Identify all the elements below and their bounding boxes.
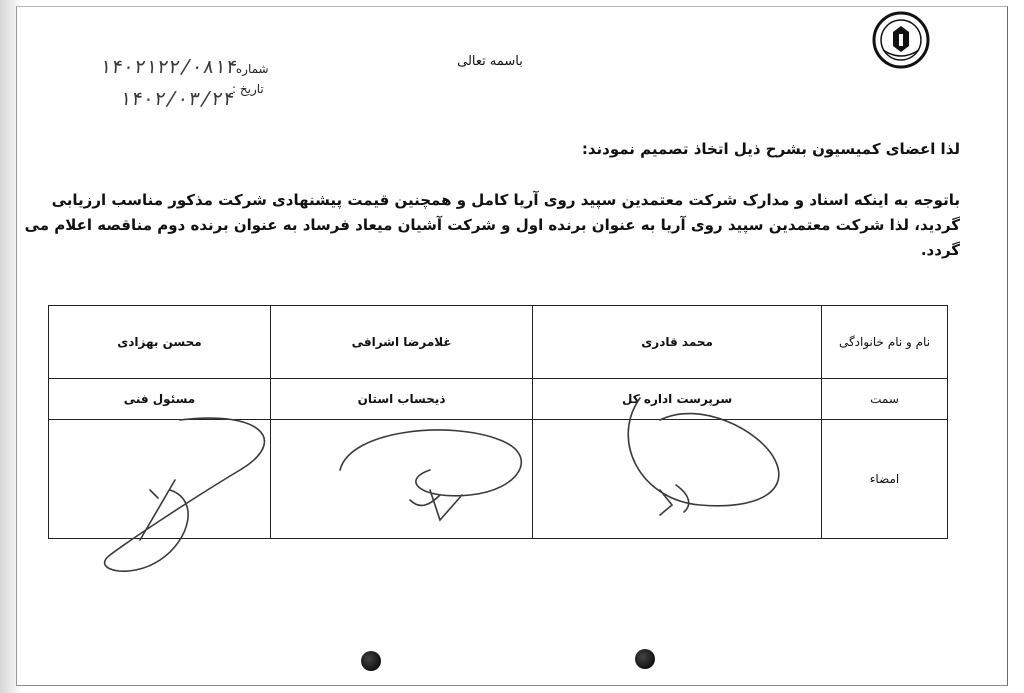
signature-row-label: امضاء [822, 420, 948, 539]
decision-title: لذا اعضای کمیسیون بشرح ذیل اتخاذ تصمیم نمودند: [581, 140, 960, 158]
member-name: غلامرضا اشرافی [270, 306, 532, 379]
member-name: محسن بهزادی [49, 306, 271, 379]
punch-hole [635, 649, 655, 669]
member-role: سرپرست اداره کل [533, 379, 822, 420]
table-row-roles [49, 379, 948, 420]
signature-table [48, 305, 948, 539]
number-label: شماره : [228, 62, 269, 76]
member-name: محمد قادری [533, 306, 822, 379]
date-label: تاریخ : [232, 82, 264, 96]
punch-hole [361, 651, 381, 671]
signature-cell [533, 420, 822, 539]
table-row-names [49, 306, 948, 379]
table-row-signatures [49, 420, 948, 539]
name-row-label: نام و نام خانوادگی [822, 306, 948, 379]
signature-cell [270, 420, 532, 539]
role-row-label: سمت [822, 379, 948, 420]
member-role: مسئول فنی [49, 379, 271, 420]
document-heading: باسمه تعالی [457, 54, 523, 69]
date-value: ۱۴۰۲/۰۳/۲۴ [118, 88, 236, 110]
organization-seal-logo [871, 10, 931, 70]
member-role: ذیحساب استان [270, 379, 532, 420]
signature-cell [49, 420, 271, 539]
number-value: ۱۴۰۲۱۲۲/۰۸۱۴ [98, 56, 239, 78]
decision-body: باتوجه به اینکه اسناد و مدارک شرکت معتمدین سپید روی آریا کامل و همچنین قیمت پیشنهادی شرکت مذکور مناسب ارزیابی گردید، لذا شرکت معتمدین سپید روی آریا به عنوان برنده اول و شرکت آشیان میعاد فرساد به عنوان برنده دوم مناقصه اعلام می گردد. [24, 191, 960, 259]
